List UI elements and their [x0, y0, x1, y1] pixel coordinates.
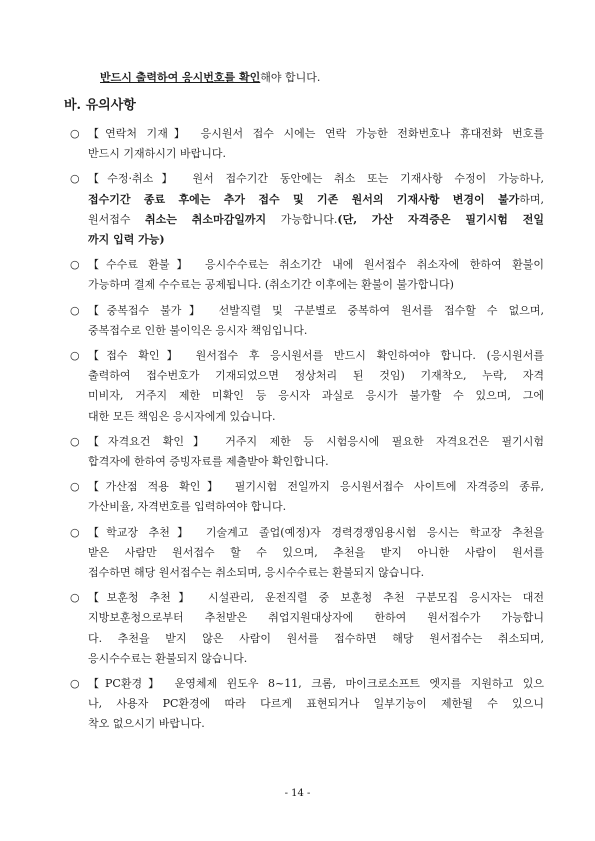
notice-text: 【수정·취소】 원서 접수기간 동안에는 취소 또는 기재사항 수정이 가능하나, — [88, 172, 544, 186]
notice-line — [88, 714, 544, 734]
bullet-circle-icon: ○ — [70, 349, 80, 363]
bullet-circle-icon: ○ — [70, 480, 80, 494]
notice-text: 응시수수료는 환불되지 않습니다. — [88, 651, 248, 665]
print-notice-rest: 해야 합니다. — [260, 71, 321, 84]
notice-text: 지방보훈청으로부터 추천받은 취업지원대상자에 한하여 원서접수가 가능합니 — [88, 611, 544, 625]
notice-line — [88, 124, 544, 144]
notice-line — [88, 366, 544, 386]
notice-line — [88, 301, 544, 321]
notice-line — [88, 497, 544, 517]
section-heading: 바. 유의사항 — [64, 98, 136, 113]
bullet-circle-icon: ○ — [70, 525, 80, 539]
notice-line — [88, 452, 544, 472]
notice-text: 가능하며 결제 수수료는 공제됩니다. (취소기간 이후에는 환불이 불가합니다) — [88, 278, 454, 292]
notice-text-bold: (단, 가산 자격증은 필기시험 전일 — [337, 212, 544, 226]
notice-line — [88, 275, 544, 295]
notice-item — [70, 432, 544, 472]
print-notice-line — [100, 70, 320, 86]
bullet-circle-icon: ○ — [70, 127, 80, 140]
bullet-circle-icon: ○ — [70, 434, 80, 448]
notice-text: 【보훈청 추천】 시설관리, 운전직렬 중 보훈청 추천 구분모집 응시자는 대전 — [88, 591, 544, 605]
notice-text-bold: 접수기간 종료 후에는 추가 접수 및 기존 원서의 기재사항 변경이 불가 — [88, 192, 520, 206]
notice-line — [88, 321, 544, 341]
notice-line — [88, 674, 544, 694]
notice-line — [88, 694, 544, 714]
notice-line — [88, 210, 544, 230]
notice-item — [70, 255, 544, 295]
notice-text: 미비자, 거주지 제한 미확인 등 응시자 과실로 응시가 불가할 수 있으며, 그에 — [88, 389, 544, 403]
notice-item — [70, 674, 544, 735]
notice-text: 원서접수 — [88, 212, 146, 226]
notice-text: 착오 없으시기 바랍니다. — [88, 717, 205, 731]
notice-list — [70, 124, 544, 735]
notice-item — [70, 169, 544, 250]
notice-text: 대한 모든 책임은 응시자에게 있습니다. — [88, 409, 276, 423]
notice-text: 【PC환경】 운영체제 윈도우 8~11, 크롬, 마이크로소프트 엣지를 지원하고 있으 — [88, 677, 544, 691]
notice-line — [88, 608, 544, 628]
notice-line — [88, 255, 544, 275]
notice-text: 하며, — [519, 192, 544, 206]
notice-line — [88, 432, 544, 452]
notice-line — [88, 386, 544, 406]
notice-item — [70, 301, 544, 341]
notice-text-bold: 까지 입력 가능) — [88, 233, 165, 247]
print-notice-emphasis: 반드시 출력하여 응시번호를 확인 — [100, 71, 261, 84]
notice-text: 【학교장 추천】 기술계고 졸업(예정)자 경력경쟁임용시험 응시는 학교장 추천을 — [88, 525, 544, 539]
notice-item — [70, 124, 544, 164]
notice-text: 반드시 기재하시기 바랍니다. — [88, 147, 227, 161]
notice-text-bold: 취소는 취소마감일까지 — [145, 212, 267, 226]
notice-line — [88, 407, 544, 427]
notice-line — [88, 169, 544, 189]
notice-text: 합격자에 한하여 증빙자료를 제출받아 확인합니다. — [88, 455, 329, 469]
notice-text: 【접수 확인】 원서접수 후 응시원서를 반드시 확인하여야 합니다. (응시원서를 — [88, 349, 544, 363]
notice-line — [88, 563, 544, 583]
notice-item — [70, 588, 544, 669]
notice-text: 출력하여 접수번호가 기재되었으면 정상처리 된 것임) 기재착오, 누락, 자격 — [88, 369, 544, 383]
notice-item — [70, 477, 544, 517]
notice-line — [88, 230, 544, 250]
notice-line — [88, 543, 544, 563]
notice-text: 접수하면 해당 원서접수는 취소되며, 응시수수료는 환불되지 않습니다. — [88, 566, 425, 580]
bullet-circle-icon: ○ — [70, 677, 80, 691]
bullet-circle-icon: ○ — [70, 591, 80, 605]
notice-text: 【가산점 적용 확인】 필기시험 전일까지 응시원서접수 사이트에 자격증의 종류, — [88, 480, 544, 494]
notice-line — [88, 588, 544, 608]
notice-line — [88, 477, 544, 497]
notice-text: 가능합니다. — [266, 212, 338, 226]
notice-line — [88, 346, 544, 366]
page-number: - 14 - — [284, 788, 311, 799]
notice-item — [70, 346, 544, 427]
notice-text: 다. 추천을 받지 않은 사람이 원서를 접수하면 해당 원서접수는 취소되며, — [88, 631, 544, 645]
notice-line — [88, 144, 544, 164]
notice-text: 가산비율, 자격번호를 입력하여야 합니다. — [88, 500, 287, 514]
notice-text: 【중복접수 불가】 선발직렬 및 구분별로 중복하여 원서를 접수할 수 없으며, — [88, 303, 544, 317]
notice-line — [88, 629, 544, 649]
bullet-circle-icon: ○ — [70, 172, 80, 186]
notice-text: 중복접수로 인한 불이익은 응시자 책임입니다. — [88, 323, 308, 337]
notice-text: 【수수료 환불】 응시수수료는 취소기간 내에 원서접수 취소자에 한하여 환불이 — [88, 258, 544, 272]
notice-line — [88, 649, 544, 669]
notice-text: 나, 사용자 PC환경에 따라 다르게 표현되거나 일부기능이 제한될 수 있으니 — [88, 697, 544, 711]
notice-item — [70, 523, 544, 584]
bullet-circle-icon: ○ — [70, 303, 80, 317]
bullet-circle-icon: ○ — [70, 258, 80, 272]
notice-line — [88, 190, 544, 210]
notice-text: 【연락처 기재】 응시원서 접수 시에는 연락 가능한 전화번호나 휴대전화 번호를 — [88, 127, 544, 140]
notice-text: 【자격요건 확인】 거주지 제한 등 시험응시에 필요한 자격요건은 필기시험 — [88, 434, 544, 448]
notice-text: 받은 사람만 원서접수 할 수 있으며, 추천을 받지 아니한 사람이 원서를 — [88, 545, 544, 559]
notice-line — [88, 523, 544, 543]
